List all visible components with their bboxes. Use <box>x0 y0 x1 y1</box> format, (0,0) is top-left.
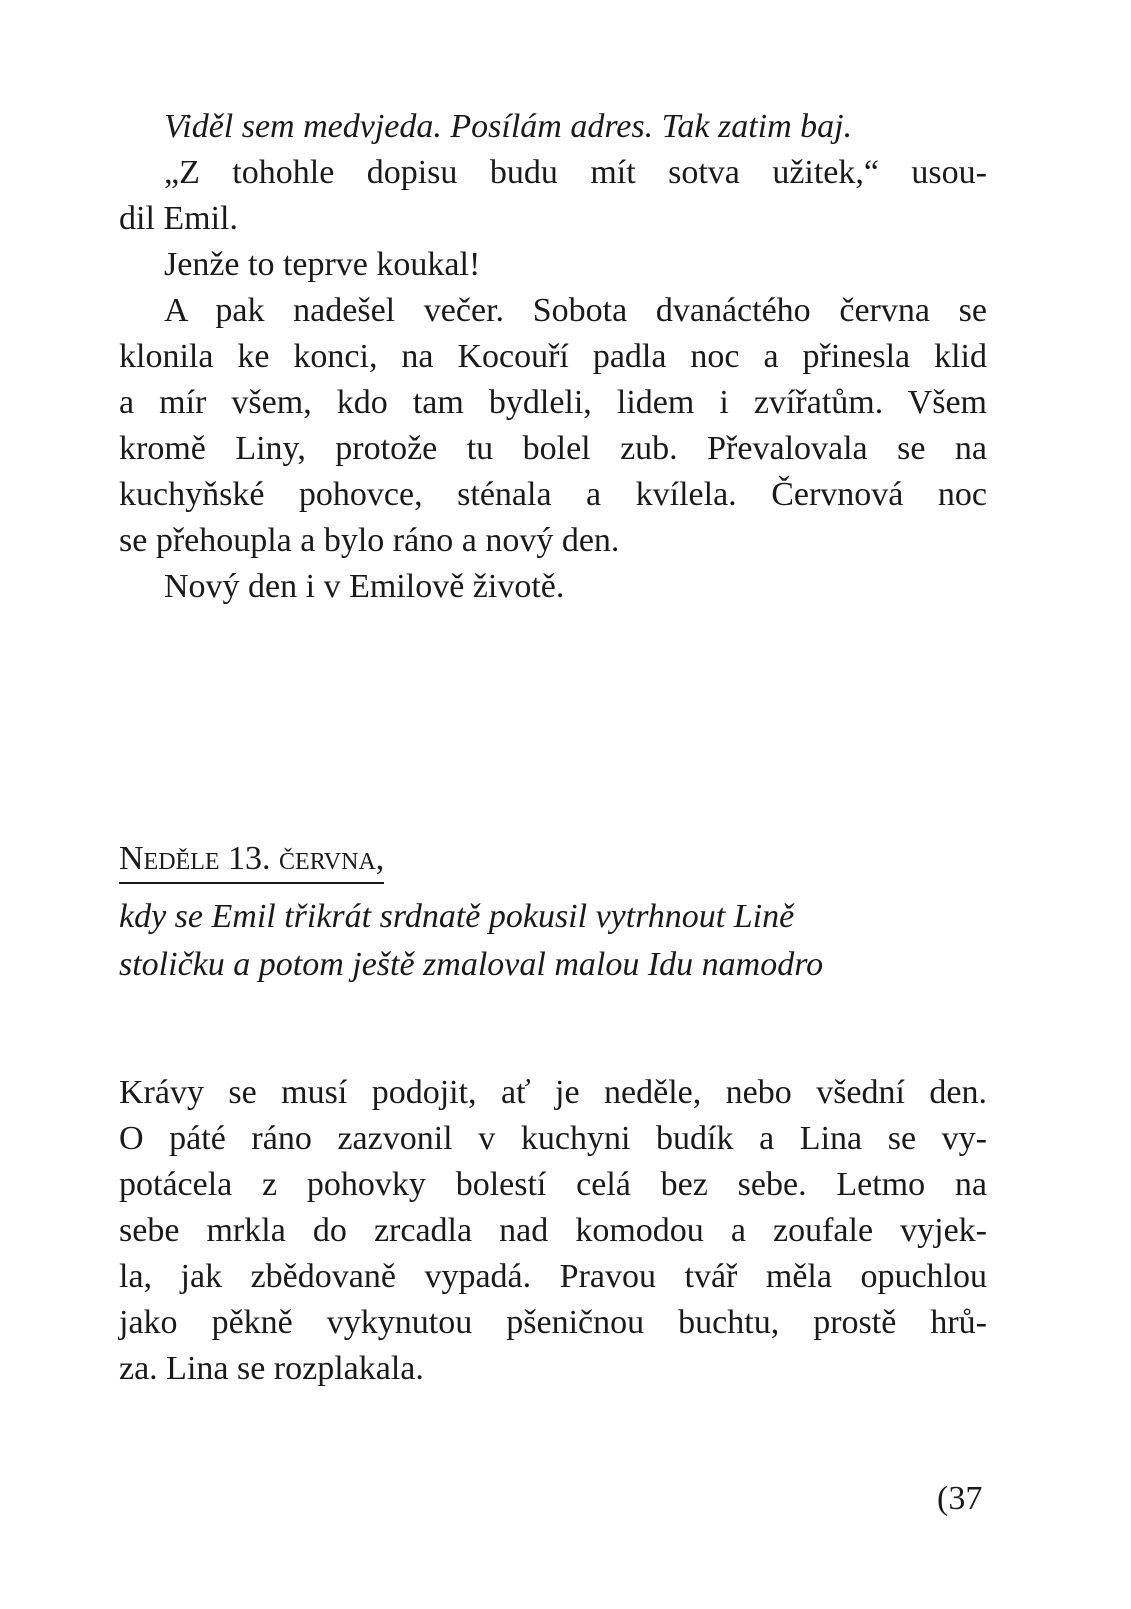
letter-closing-line: Viděl sem medvjeda. Posílám adres. Tak zatim baj. <box>164 108 853 145</box>
paragraph-line: sebe mrkla do zrcadla nad komodou a zoufale vyjek- <box>119 1212 987 1249</box>
paragraph-line: jako pěkně vykynutou pšeničnou buchtu, prostě hrů- <box>119 1304 987 1341</box>
paragraph-line: dil Emil. <box>119 200 238 237</box>
paragraph-line: klonila ke konci, na Kocouří padla noc a přinesla klid <box>119 338 987 375</box>
paragraph-line: „Z tohohle dopisu budu mít sotva užitek,“ usou- <box>164 154 987 191</box>
chapter-subtitle-line: stoličku a potom ještě zmaloval malou Idu namodro <box>119 946 824 983</box>
paragraph-line: la, jak zbědovaně vypadá. Pravou tvář měla opuchlou <box>119 1258 987 1295</box>
paragraph-line: za. Lina se rozplakala. <box>119 1350 424 1387</box>
paragraph-line: kromě Liny, protože tu bolel zub. Převalovala se na <box>119 430 987 467</box>
paragraph-line: O páté ráno zazvonil v kuchyni budík a Lina se vy- <box>119 1120 987 1157</box>
paragraph-line: a mír všem, kdo tam bydleli, lidem i zvířatům. Všem <box>119 384 987 421</box>
paragraph-line: potácela z pohovky bolestí celá bez sebe. Letmo na <box>119 1166 987 1203</box>
paragraph-line: kuchyňské pohovce, sténala a kvílela. Červnová noc <box>119 476 987 513</box>
paragraph-line: Jenže to teprve koukal! <box>164 246 481 283</box>
paragraph-line: A pak nadešel večer. Sobota dvanáctého června se <box>164 292 987 329</box>
page-number: (37 <box>937 1480 983 1517</box>
paragraph-line: se přehoupla a bylo ráno a nový den. <box>119 522 620 559</box>
chapter-subtitle-line: kdy se Emil třikrát srdnatě pokusil vytrhnout Lině <box>119 898 795 935</box>
paragraph-line: Nový den i v Emilově životě. <box>164 568 565 605</box>
paragraph-line: Krávy se musí podojit, ať je neděle, nebo všední den. <box>119 1074 987 1111</box>
chapter-heading: Neděle 13. června, <box>119 836 384 884</box>
